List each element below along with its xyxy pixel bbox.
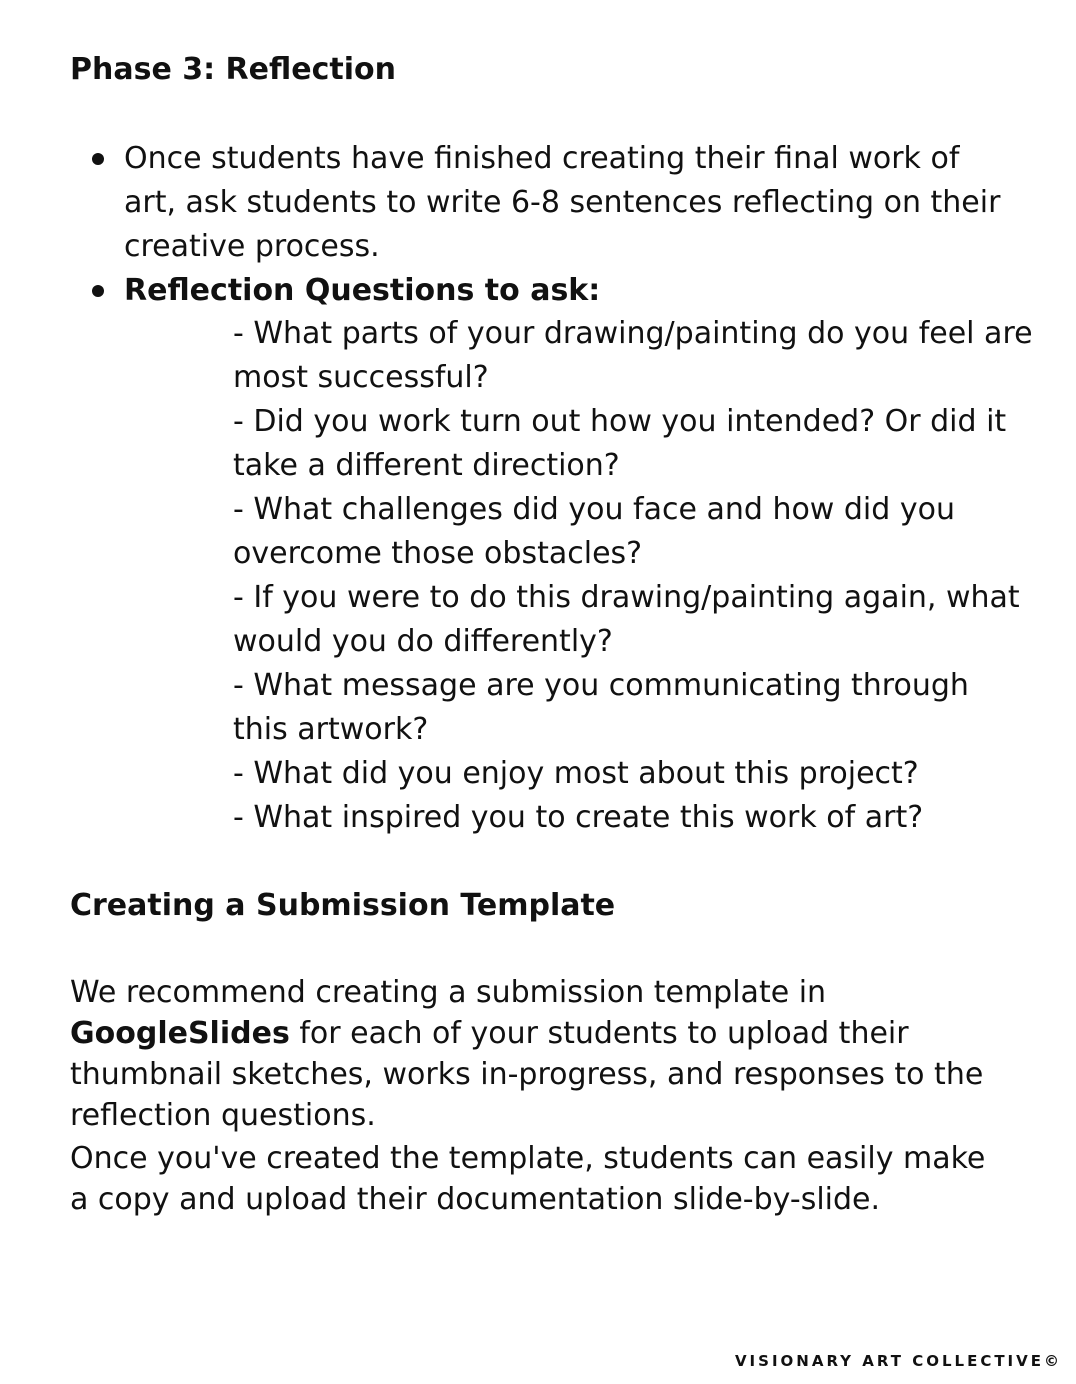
reflection-question: - If you were to do this drawing/painting again, what would you do differently? (233, 580, 1020, 659)
submission-paragraph (70, 972, 1000, 1136)
submission-heading: Creating a Submission Template (70, 888, 616, 923)
template-paragraph: Once you've created the template, students can easily make a copy and upload their documentation slide-by-slide. (70, 1141, 986, 1217)
reflection-question: - What message are you communicating through this artwork? (233, 668, 969, 747)
bullet-label: Reflection Questions to ask: (124, 273, 601, 308)
phase3-bullet-list (90, 137, 1030, 313)
bullet-dot-icon (92, 285, 104, 297)
paragraph-text: for each of your students to upload their thumbnail sketches, works in-progress, and responses to the reflection questions. (70, 1016, 984, 1133)
reflection-question: - What parts of your drawing/painting do you feel are most successful? (233, 316, 1033, 395)
reflection-questions-list (233, 312, 1033, 840)
bullet-dot-icon (92, 153, 104, 165)
reflection-question: - What challenges did you face and how did you overcome those obstacles? (233, 492, 955, 571)
reflection-question: - What inspired you to create this work of art? (233, 800, 924, 835)
reflection-question: - What did you enjoy most about this project? (233, 756, 919, 791)
googleslides-text: GoogleSlides (70, 1016, 290, 1051)
footer-brand: VISIONARY ART COLLECTIVE© (734, 1352, 1062, 1370)
phase3-heading: Phase 3: Reflection (70, 52, 396, 87)
bullet-text: Once students have finished creating their final work of art, ask students to write 6-8 sentences reflecting on their creative process. (124, 141, 1001, 264)
list-item (90, 269, 1030, 313)
list-item (90, 137, 1030, 269)
reflection-question: - Did you work turn out how you intended? Or did it take a different direction? (233, 404, 1007, 483)
paragraph-text: We recommend creating a submission template in (70, 975, 827, 1010)
